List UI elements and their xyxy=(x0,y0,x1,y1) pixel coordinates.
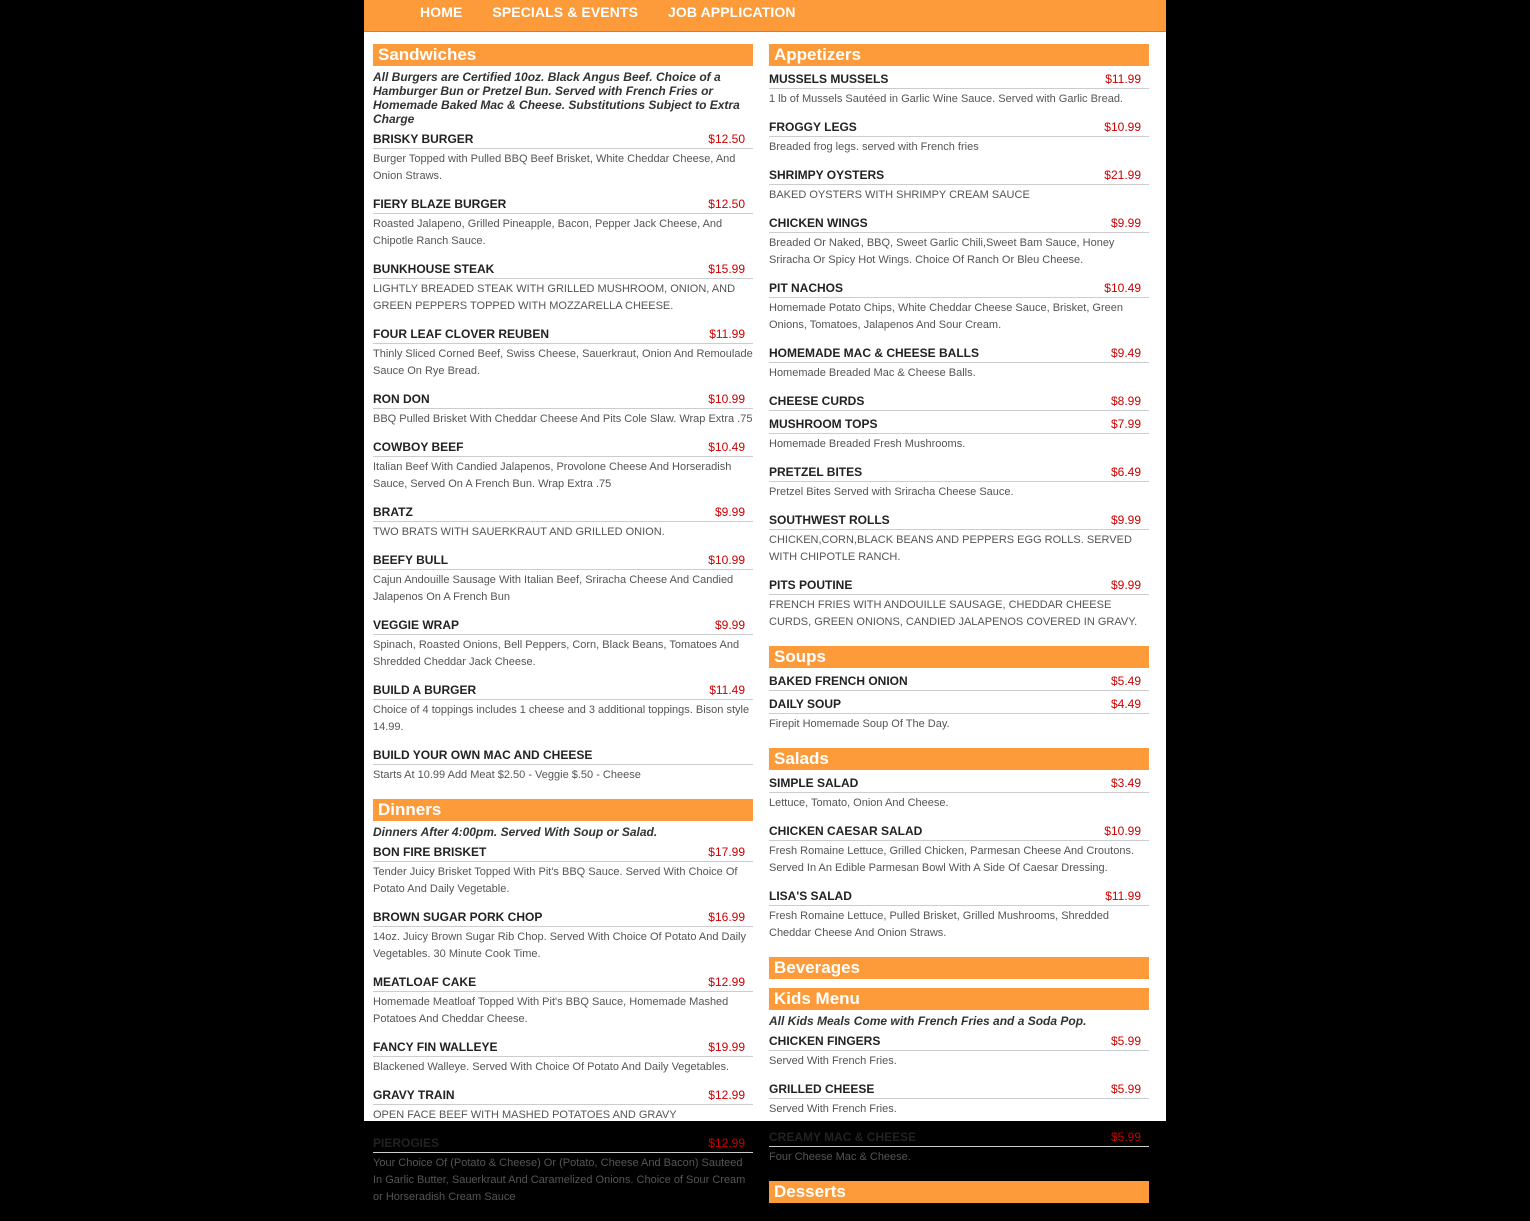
menu-item-price: $3.49 xyxy=(1110,776,1141,790)
menu-item xyxy=(373,327,753,386)
menu-section-desserts xyxy=(769,1181,1149,1203)
menu-item-header xyxy=(373,505,753,522)
menu-item-price: $15.99 xyxy=(708,262,745,276)
menu-item xyxy=(373,683,753,742)
section-note: All Kids Meals Come with French Fries and a Soda Pop. xyxy=(769,1014,1087,1028)
menu-item-name: CREAMY MAC & CHEESE xyxy=(769,1130,917,1144)
menu-item-price: $5.99 xyxy=(1110,1130,1141,1144)
menu-item-header xyxy=(769,1082,1149,1099)
menu-item-header xyxy=(373,683,753,700)
menu-item-name: BRATZ xyxy=(373,505,413,519)
menu-item-header xyxy=(373,1136,753,1153)
menu-item-description: Served With French Fries. xyxy=(769,1055,897,1067)
menu-item-price: $8.99 xyxy=(1110,394,1141,408)
menu-item-description: TWO BRATS WITH SAUERKRAUT AND GRILLED ONION. xyxy=(373,526,665,538)
menu-item-price: $11.49 xyxy=(709,683,745,697)
section-note: All Burgers are Certified 10oz. Black Angus Beef. Choice of a Hamburger Bun or Pretzel Bun. Served with French Fries or Homemade Baked Mac & Cheese. Substitutions Subject to Extra Charge xyxy=(373,70,740,126)
menu-item-name: BEEFY BULL xyxy=(373,553,449,567)
menu-item-description: Italian Beef With Candied Jalapenos, Provolone Cheese And Horseradish Sauce, Served On A French Bun. Wrap Extra .75 xyxy=(373,461,732,490)
menu-item-name: HOMEMADE MAC & CHEESE BALLS xyxy=(769,346,980,360)
menu-item-header xyxy=(373,1040,753,1057)
menu-item xyxy=(769,168,1149,210)
menu-item-name: COWBOY BEEF xyxy=(373,440,464,454)
menu-item-price: $12.99 xyxy=(708,975,745,989)
menu-item-description: Homemade Potato Chips, White Cheddar Cheese Sauce, Brisket, Green Onions, Tomatoes, Jalapenos And Sour Cream. xyxy=(769,302,1124,331)
menu-item-description: Thinly Sliced Corned Beef, Swiss Cheese, Sauerkraut, Onion And Remoulade Sauce On Rye Bread. xyxy=(373,348,753,377)
menu-item-price: $5.49 xyxy=(1110,674,1141,688)
menu-item-header xyxy=(373,845,753,862)
menu-item xyxy=(373,505,753,547)
menu-item-header xyxy=(769,824,1149,841)
menu-item-header xyxy=(373,392,753,409)
menu-item-header xyxy=(769,168,1149,185)
menu-item xyxy=(373,618,753,677)
menu-item-name: BAKED FRENCH ONION xyxy=(769,674,908,688)
menu-item-price: $11.99 xyxy=(709,327,745,341)
section-title: Soups xyxy=(769,646,1149,668)
menu-item-description: Spinach, Roasted Onions, Bell Peppers, Corn, Black Beans, Tomatoes And Shredded Cheddar Jack Cheese. xyxy=(373,639,740,668)
menu-item-price: $4.49 xyxy=(1110,697,1141,711)
menu-item xyxy=(769,578,1149,637)
menu-item xyxy=(769,513,1149,572)
menu-item-price: $9.99 xyxy=(1110,216,1141,230)
menu-item-name: LISA'S SALAD xyxy=(769,889,852,903)
menu-item xyxy=(373,1136,753,1212)
menu-item-name: MUSHROOM TOPS xyxy=(769,417,878,431)
menu-item-header xyxy=(373,618,753,635)
menu-section-soups xyxy=(769,646,1149,739)
menu-item-description: Breaded frog legs. served with French fries xyxy=(769,141,979,153)
menu-item-description: 1 lb of Mussels Sautéed in Garlic Wine Sauce. Served with Garlic Bread. xyxy=(769,93,1123,105)
menu-item-header xyxy=(373,132,753,149)
menu-item-name: BUNKHOUSE STEAK xyxy=(373,262,495,276)
menu-item-price: $9.99 xyxy=(714,505,745,519)
menu-item xyxy=(373,553,753,612)
section-title: Salads xyxy=(769,748,1149,770)
section-note: Dinners After 4:00pm. Served With Soup or Salad. xyxy=(373,825,658,839)
menu-item-price: $9.99 xyxy=(1110,578,1141,592)
menu-item xyxy=(373,1040,753,1082)
menu-item xyxy=(373,975,753,1034)
menu-item-name: GRAVY TRAIN xyxy=(373,1088,455,1102)
menu-item-description: Fresh Romaine Lettuce, Grilled Chicken, Parmesan Cheese And Croutons. Served In An Edible Parmesan Bowl With A Side Of Caesar Dressing. xyxy=(769,845,1135,874)
menu-item-header xyxy=(373,1088,753,1105)
menu-item-header xyxy=(769,513,1149,530)
menu-item-price: $12.99 xyxy=(708,1088,745,1102)
menu-item xyxy=(373,440,753,499)
menu-item xyxy=(769,120,1149,162)
menu-item xyxy=(373,262,753,321)
menu-item-name: PIEROGIES xyxy=(373,1136,440,1150)
section-title: Kids Menu xyxy=(769,988,1149,1010)
menu-item xyxy=(373,132,753,191)
menu-item-price: $12.50 xyxy=(708,132,745,146)
menu-item-price: $19.99 xyxy=(708,1040,745,1054)
menu-item xyxy=(373,197,753,256)
menu-item xyxy=(769,72,1149,114)
menu-item xyxy=(769,281,1149,340)
menu-item xyxy=(373,1088,753,1130)
menu-item-description: Homemade Meatloaf Topped With Pit's BBQ Sauce, Homemade Mashed Potatoes And Cheddar Cheese. xyxy=(373,996,729,1025)
menu-item-price: $10.99 xyxy=(1104,120,1141,134)
menu-section-dinners xyxy=(373,799,753,1212)
menu-item-description: Tender Juicy Brisket Topped With Pit's BBQ Sauce. Served With Choice Of Potato And Daily Vegetable. xyxy=(373,866,738,895)
section-title: Beverages xyxy=(769,957,1149,979)
menu-section-salads xyxy=(769,748,1149,948)
section-title: Desserts xyxy=(769,1181,1149,1203)
menu-item-description: FRENCH FRIES WITH ANDOUILLE SAUSAGE, CHEDDAR CHEESE CURDS, GREEN ONIONS, CANDIED JALAPENOS COVERED IN GRAVY. xyxy=(769,599,1138,628)
menu-item-name: PITS POUTINE xyxy=(769,578,853,592)
menu-item-name: FROGGY LEGS xyxy=(769,120,857,134)
menu-item xyxy=(769,776,1149,818)
menu-item-name: CHICKEN FINGERS xyxy=(769,1034,881,1048)
menu-item-header xyxy=(769,465,1149,482)
nav-specials-events-link[interactable]: SPECIALS & EVENTS xyxy=(492,4,639,20)
menu-item-header xyxy=(373,748,753,765)
left-menu-column xyxy=(373,44,753,1221)
menu-item-description: Blackened Walleye. Served With Choice Of Potato And Daily Vegetables. xyxy=(373,1061,730,1073)
menu-item-header xyxy=(373,440,753,457)
menu-item-name: CHEESE CURDS xyxy=(769,394,865,408)
menu-item-description: OPEN FACE BEEF WITH MASHED POTATOES AND GRAVY xyxy=(373,1109,677,1121)
menu-item-description: 14oz. Juicy Brown Sugar Rib Chop. Served With Choice Of Potato And Daily Vegetables. 30 Minute Cook Time. xyxy=(373,931,746,960)
top-nav xyxy=(364,0,1166,32)
menu-item xyxy=(373,748,753,790)
menu-item-description: Choice of 4 toppings includes 1 cheese and 3 additional toppings. Bison style 14.99. xyxy=(373,704,750,733)
menu-item-name: DAILY SOUP xyxy=(769,697,842,711)
menu-item-description: Breaded Or Naked, BBQ, Sweet Garlic Chili,Sweet Bam Sauce, Honey Sriracha Or Spicy Hot Wings. Choice Of Ranch Or Bleu Cheese. xyxy=(769,237,1115,266)
menu-item-name: SIMPLE SALAD xyxy=(769,776,859,790)
menu-item-header xyxy=(769,120,1149,137)
menu-item-name: MEATLOAF CAKE xyxy=(373,975,477,989)
menu-item-header xyxy=(373,553,753,570)
menu-item-description: Homemade Breaded Fresh Mushrooms. xyxy=(769,438,966,450)
menu-item-header xyxy=(769,578,1149,595)
nav-home-link[interactable]: HOME xyxy=(420,4,463,20)
menu-item-header xyxy=(769,394,1149,411)
menu-item xyxy=(769,346,1149,388)
menu-item-price: $11.99 xyxy=(1105,889,1141,903)
section-title: Appetizers xyxy=(769,44,1149,66)
menu-item-description: BAKED OYSTERS WITH SHRIMPY CREAM SAUCE xyxy=(769,189,1030,201)
menu-item-header xyxy=(769,1034,1149,1051)
menu-item-name: SOUTHWEST ROLLS xyxy=(769,513,890,527)
menu-item-description: Cajun Andouille Sausage With Italian Beef, Sriracha Cheese And Candied Jalapenos On A French Bun xyxy=(373,574,734,603)
menu-item-header xyxy=(769,346,1149,363)
menu-item-header xyxy=(769,889,1149,906)
menu-item-name: PIT NACHOS xyxy=(769,281,844,295)
menu-item-price: $21.99 xyxy=(1104,168,1141,182)
menu-item-header xyxy=(769,417,1149,434)
menu-item-price: $9.49 xyxy=(1110,346,1141,360)
menu-item-price: $7.99 xyxy=(1110,417,1141,431)
menu-item-name: FIERY BLAZE BURGER xyxy=(373,197,507,211)
menu-item-description: Burger Topped with Pulled BBQ Beef Brisket, White Cheddar Cheese, And Onion Straws. xyxy=(373,153,736,182)
menu-item-price xyxy=(745,748,753,762)
menu-item-header xyxy=(373,327,753,344)
menu-item-price: $5.99 xyxy=(1110,1082,1141,1096)
menu-item-description: Four Cheese Mac & Cheese. xyxy=(769,1151,911,1163)
menu-item-description: LIGHTLY BREADED STEAK WITH GRILLED MUSHROOM, ONION, AND GREEN PEPPERS TOPPED WITH MOZZARELLA CHEESE. xyxy=(373,283,736,312)
menu-item-name: PRETZEL BITES xyxy=(769,465,863,479)
menu-item-header xyxy=(769,72,1149,89)
menu-item-price: $12.50 xyxy=(708,197,745,211)
menu-item-price: $10.99 xyxy=(708,553,745,567)
menu-item xyxy=(373,845,753,904)
menu-item-price: $16.99 xyxy=(708,910,745,924)
menu-item-price: $17.99 xyxy=(708,845,745,859)
menu-item-name: CHICKEN CAESAR SALAD xyxy=(769,824,923,838)
menu-page xyxy=(364,0,1166,1203)
menu-item-header xyxy=(769,1130,1149,1147)
menu-item-price: $12.99 xyxy=(708,1136,745,1150)
menu-item xyxy=(769,465,1149,507)
menu-item-description: Served With French Fries. xyxy=(769,1103,897,1115)
menu-item-name: FOUR LEAF CLOVER REUBEN xyxy=(373,327,550,341)
menu-item xyxy=(769,1034,1149,1076)
menu-item xyxy=(769,1082,1149,1124)
menu-item xyxy=(769,1130,1149,1172)
menu-item-description: Your Choice Of (Potato & Cheese) Or (Potato, Cheese And Bacon) Sauteed In Garlic Butter, Sauerkraut And Caramelized Onions. Choice of Sour Cream or Horseradish Cream Sauce xyxy=(373,1157,746,1203)
menu-section-appetizers xyxy=(769,44,1149,637)
menu-item-description: Fresh Romaine Lettuce, Pulled Brisket, Grilled Mushrooms, Shredded Cheddar Cheese And Onion Straws. xyxy=(769,910,1109,939)
menu-item-header xyxy=(373,975,753,992)
menu-item-description: Roasted Jalapeno, Grilled Pineapple, Bacon, Pepper Jack Cheese, And Chipotle Ranch Sauce. xyxy=(373,218,723,247)
menu-item xyxy=(769,824,1149,883)
menu-item-price: $6.49 xyxy=(1110,465,1141,479)
menu-item-price: $10.99 xyxy=(708,392,745,406)
section-title: Dinners xyxy=(373,799,753,821)
menu-section-sandwiches xyxy=(373,44,753,790)
menu-item-header xyxy=(373,262,753,279)
menu-item-header xyxy=(769,776,1149,793)
menu-item-header xyxy=(373,910,753,927)
nav-job-application-link[interactable]: JOB APPLICATION xyxy=(668,4,796,20)
menu-item-price: $11.99 xyxy=(1105,72,1141,86)
menu-item xyxy=(769,697,1149,739)
menu-item-name: GRILLED CHEESE xyxy=(769,1082,875,1096)
menu-item-name: VEGGIE WRAP xyxy=(373,618,460,632)
menu-item-name: MUSSELS MUSSELS xyxy=(769,72,889,86)
menu-item-name: RON DON xyxy=(373,392,430,406)
menu-item-name: BON FIRE BRISKET xyxy=(373,845,487,859)
menu-item-name: BUILD YOUR OWN MAC AND CHEESE xyxy=(373,748,593,762)
menu-item-price: $9.99 xyxy=(1110,513,1141,527)
menu-item-description: CHICKEN,CORN,BLACK BEANS AND PEPPERS EGG ROLLS. SERVED WITH CHIPOTLE RANCH. xyxy=(769,534,1132,563)
menu-item xyxy=(769,216,1149,275)
right-menu-column xyxy=(769,44,1149,1212)
menu-item-description: Pretzel Bites Served with Sriracha Cheese Sauce. xyxy=(769,486,1014,498)
menu-item-price: $5.99 xyxy=(1110,1034,1141,1048)
menu-item-name: BUILD A BURGER xyxy=(373,683,477,697)
menu-item-name: BRISKY BURGER xyxy=(373,132,474,146)
menu-item-name: FANCY FIN WALLEYE xyxy=(373,1040,498,1054)
menu-item-name: SHRIMPY OYSTERS xyxy=(769,168,885,182)
menu-item-description: Starts At 10.99 Add Meat $2.50 - Veggie $.50 - Cheese xyxy=(373,769,641,781)
menu-item-price: $9.99 xyxy=(714,618,745,632)
menu-item-price: $10.99 xyxy=(1104,824,1141,838)
menu-item-price: $10.49 xyxy=(708,440,745,454)
menu-item-description: Firepit Homemade Soup Of The Day. xyxy=(769,718,950,730)
menu-item-description: Homemade Breaded Mac & Cheese Balls. xyxy=(769,367,976,379)
menu-item xyxy=(373,910,753,969)
menu-item xyxy=(373,392,753,434)
menu-item xyxy=(769,889,1149,948)
menu-item xyxy=(769,417,1149,459)
menu-section-kids-menu xyxy=(769,988,1149,1172)
menu-item-header xyxy=(769,674,1149,691)
menu-item-header xyxy=(769,281,1149,298)
menu-item-name: BROWN SUGAR PORK CHOP xyxy=(373,910,543,924)
menu-item xyxy=(769,394,1149,411)
menu-item-header xyxy=(373,197,753,214)
menu-item-description: Lettuce, Tomato, Onion And Cheese. xyxy=(769,797,949,809)
menu-item-price: $10.49 xyxy=(1104,281,1141,295)
menu-item-description: BBQ Pulled Brisket With Cheddar Cheese And Pits Cole Slaw. Wrap Extra .75 xyxy=(373,413,753,425)
section-title: Sandwiches xyxy=(373,44,753,66)
menu-item-name: CHICKEN WINGS xyxy=(769,216,868,230)
menu-item-header xyxy=(769,697,1149,714)
menu-item-header xyxy=(769,216,1149,233)
menu-item xyxy=(769,674,1149,691)
menu-section-beverages xyxy=(769,957,1149,979)
